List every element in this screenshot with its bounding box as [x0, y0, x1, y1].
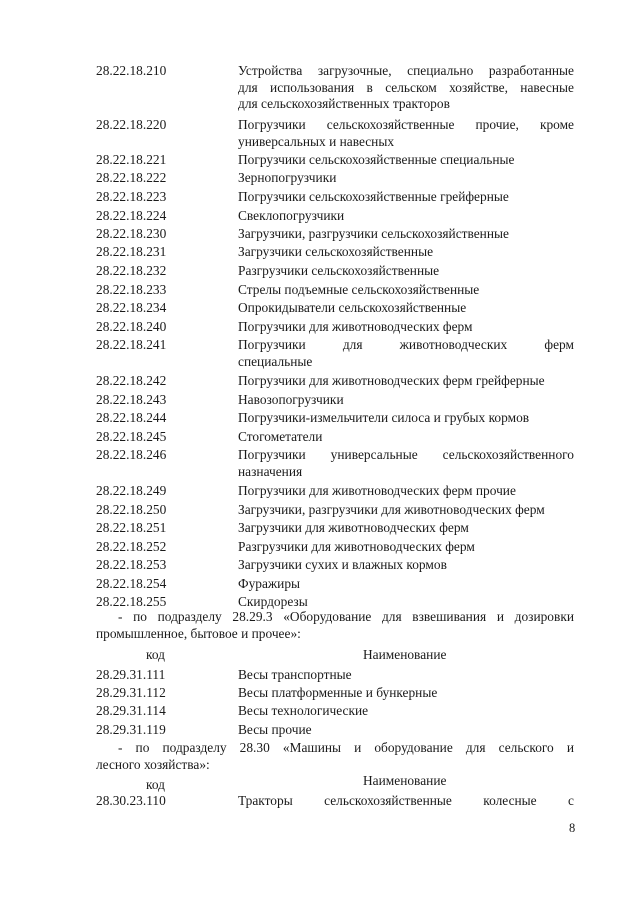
row-code: 28.22.18.251 — [96, 520, 167, 535]
row-code: 28.30.23.110 — [96, 793, 166, 808]
row-description — [238, 300, 574, 317]
row-description — [238, 170, 574, 187]
row-code: 28.22.18.234 — [96, 300, 167, 315]
description-line: для сельскохозяйственных тракторов — [238, 96, 450, 111]
description-line: Навозопогрузчики — [238, 392, 344, 407]
row-code: 28.22.18.250 — [96, 502, 167, 517]
description-line: Устройства загрузочные, специально разработанные — [238, 63, 574, 78]
row-code: 28.22.18.244 — [96, 410, 167, 425]
description-line: Разгрузчики для животноводческих ферм — [238, 539, 475, 554]
row-code: 28.22.18.232 — [96, 263, 167, 278]
row-description — [238, 226, 574, 243]
description-line: Стогометатели — [238, 429, 323, 444]
description-line: Фуражиры — [238, 576, 301, 591]
subsection-intro-28-30 — [96, 740, 574, 773]
description-line: Весы транспортные — [238, 667, 352, 682]
description-line: Погрузчики-измельчители силоса и грубых кормов — [238, 410, 530, 425]
row-code: 28.22.18.224 — [96, 208, 167, 223]
row-code: 28.29.31.119 — [96, 722, 166, 737]
row-code: 28.29.31.114 — [96, 703, 166, 718]
page-number: 8 — [569, 821, 576, 835]
intro-line: промышленное, бытовое и прочее»: — [96, 625, 301, 641]
description-line: Загрузчики для животноводческих ферм — [238, 520, 469, 535]
description-line: Загрузчики, разгрузчики для животноводческих ферм — [238, 502, 545, 517]
column-header-name: Наименование — [363, 647, 447, 662]
description-line: Погрузчики универсальные сельскохозяйственного — [238, 447, 574, 462]
row-code: 28.22.18.243 — [96, 392, 167, 407]
description-line: Загрузчики сухих и влажных кормов — [238, 557, 447, 572]
row-code: 28.22.18.241 — [96, 337, 167, 352]
description-line: Погрузчики сельскохозяйственные специальные — [238, 152, 515, 167]
description-line: Зернопогрузчики — [238, 170, 337, 185]
row-code: 28.22.18.210 — [96, 63, 167, 78]
row-description — [238, 319, 574, 336]
row-description — [238, 337, 574, 370]
row-code: 28.22.18.249 — [96, 483, 167, 498]
description-line: специальные — [238, 353, 313, 369]
description-line: Опрокидыватели сельскохозяйственные — [238, 300, 467, 315]
row-description — [238, 793, 574, 810]
description-line: Разгрузчики сельскохозяйственные — [238, 263, 440, 278]
row-description — [238, 282, 574, 299]
row-code: 28.22.18.246 — [96, 447, 167, 462]
row-description — [238, 703, 574, 720]
description-line: универсальных и навесных — [238, 133, 395, 149]
row-code: 28.22.18.242 — [96, 373, 167, 388]
row-description — [238, 152, 574, 169]
description-line: Весы платформенные и бункерные — [238, 685, 438, 700]
description-line: Погрузчики для животноводческих ферм — [238, 337, 574, 352]
row-description — [238, 63, 574, 113]
row-description — [238, 392, 574, 409]
row-description — [238, 263, 574, 280]
column-header-code: код — [146, 647, 165, 662]
row-description — [238, 117, 574, 150]
row-code: 28.22.18.245 — [96, 429, 167, 444]
description-line: Загрузчики, разгрузчики сельскохозяйственные — [238, 226, 509, 241]
description-line: Загрузчики сельскохозяйственные — [238, 244, 434, 259]
row-description — [238, 373, 574, 390]
row-description — [238, 667, 574, 684]
description-line: для использования в сельском хозяйстве, навесные — [238, 79, 574, 95]
intro-line: - по подразделу 28.30 «Машины и оборудование для сельского и — [118, 740, 574, 755]
row-code: 28.22.18.231 — [96, 244, 167, 259]
row-code: 28.22.18.223 — [96, 189, 167, 204]
description-line: назначения — [238, 463, 303, 479]
row-code: 28.22.18.255 — [96, 594, 167, 609]
description-line: Весы технологические — [238, 703, 369, 718]
row-code: 28.22.18.221 — [96, 152, 167, 167]
description-line: Свеклопогрузчики — [238, 208, 345, 223]
description-line: Погрузчики сельскохозяйственные прочие, кроме — [238, 117, 574, 132]
description-line: Скирдорезы — [238, 594, 308, 609]
row-description — [238, 429, 574, 446]
description-line: Погрузчики для животноводческих ферм грейферные — [238, 373, 545, 388]
row-code: 28.29.31.112 — [96, 685, 166, 700]
row-code: 28.22.18.240 — [96, 319, 167, 334]
row-code: 28.22.18.220 — [96, 117, 167, 132]
row-code: 28.22.18.222 — [96, 170, 167, 185]
row-description — [238, 483, 574, 500]
row-description — [238, 244, 574, 261]
row-description — [238, 189, 574, 206]
description-line: Стрелы подъемные сельскохозяйственные — [238, 282, 480, 297]
row-description — [238, 208, 574, 225]
row-code: 28.22.18.233 — [96, 282, 167, 297]
subsection-intro-28-29-3 — [96, 609, 574, 642]
row-description — [238, 520, 574, 537]
row-description — [238, 539, 574, 556]
row-code: 28.22.18.253 — [96, 557, 167, 572]
row-code: 28.29.31.111 — [96, 667, 166, 682]
row-description — [238, 557, 574, 574]
row-description — [238, 685, 574, 702]
column-header-name: Наименование — [363, 773, 447, 788]
row-description — [238, 410, 574, 427]
row-description — [238, 722, 574, 739]
row-description — [238, 447, 574, 480]
row-description — [238, 576, 574, 593]
row-code: 28.22.18.254 — [96, 576, 167, 591]
description-line: Погрузчики для животноводческих ферм прочие — [238, 483, 516, 498]
row-code: 28.22.18.230 — [96, 226, 167, 241]
description-line: Весы прочие — [238, 722, 312, 737]
column-header-code: код — [146, 777, 165, 792]
description-line: Погрузчики сельскохозяйственные грейферные — [238, 189, 509, 204]
description-line: Погрузчики для животноводческих ферм — [238, 319, 473, 334]
intro-line: лесного хозяйства»: — [96, 756, 210, 772]
description-line: Тракторы сельскохозяйственные колесные с — [238, 793, 574, 808]
row-code: 28.22.18.252 — [96, 539, 167, 554]
row-description — [238, 502, 574, 519]
intro-line: - по подразделу 28.29.3 «Оборудование для взвешивания и дозировки — [118, 609, 574, 624]
